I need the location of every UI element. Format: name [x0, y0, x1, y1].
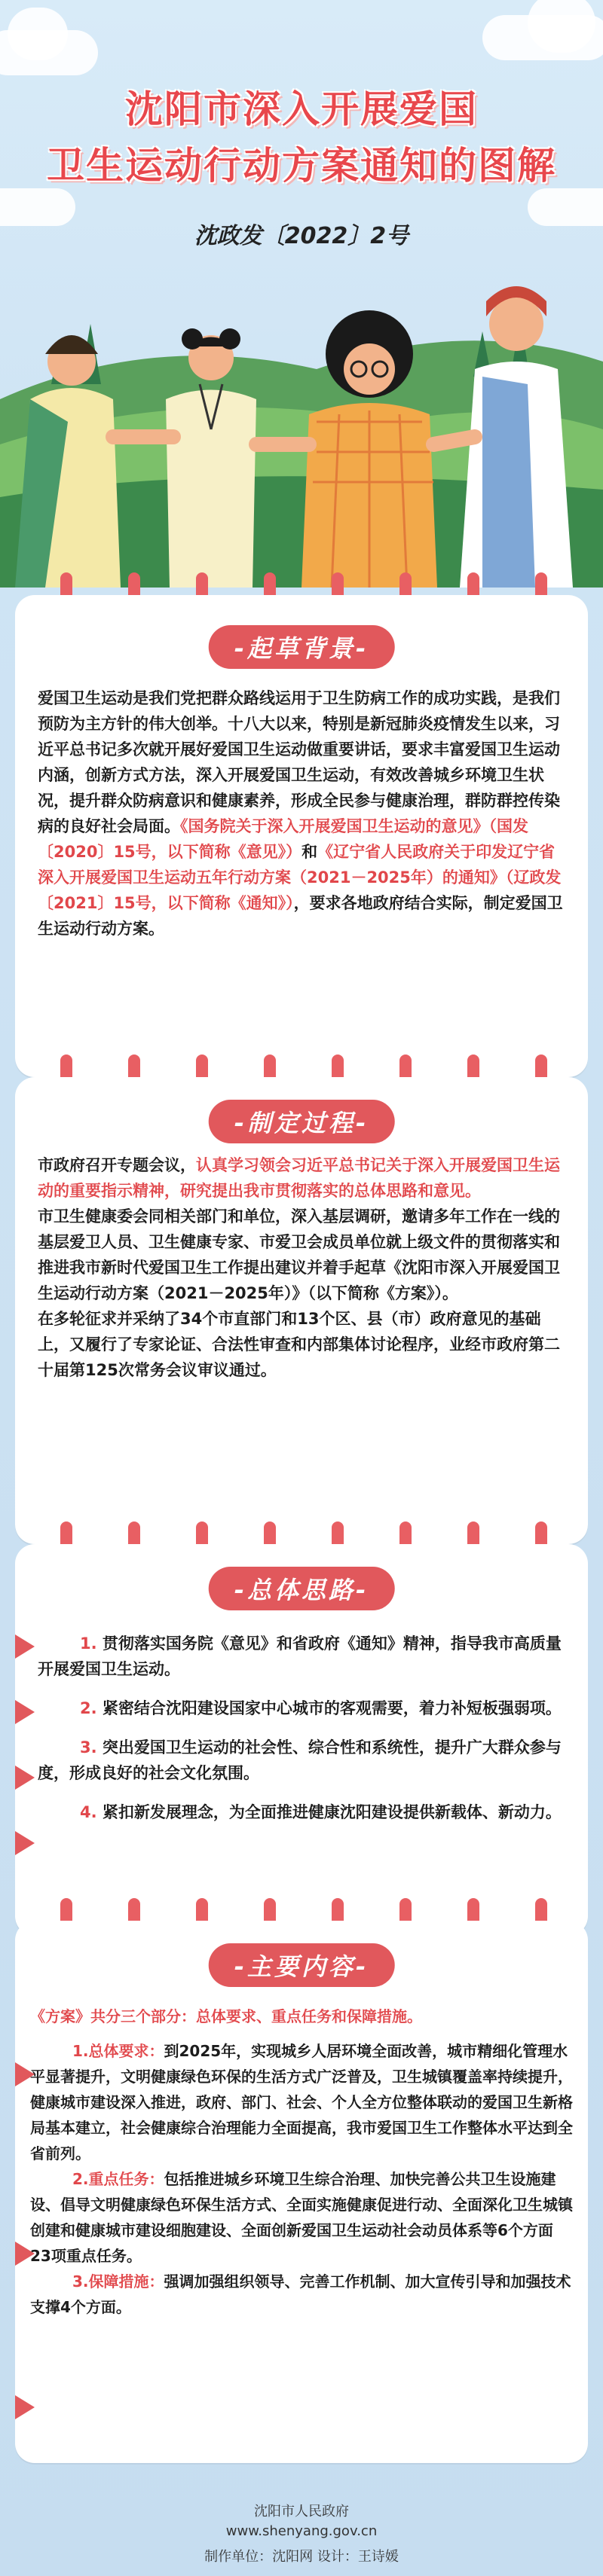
document-number: 沈政发〔2022〕2号 — [194, 223, 409, 249]
approach-item — [38, 1735, 565, 1786]
approach-list — [38, 1631, 565, 1825]
background-text — [38, 685, 565, 942]
cloud-decoration — [8, 8, 68, 60]
approach-item-text: 突出爱国卫生运动的社会性、综合性和系统性，提升广大群众参与度，形成良好的社会文化氛围。 — [38, 1738, 562, 1782]
footer-org: 沈阳市人民政府 — [254, 2504, 349, 2520]
approach-card — [15, 1544, 588, 1936]
background-text-and: 和 — [302, 843, 318, 861]
arrow-marker-icon — [15, 1634, 35, 1659]
arrow-marker-icon — [15, 2242, 35, 2266]
section-title-process: -制定过程- — [209, 1100, 395, 1143]
content-item — [30, 2269, 573, 2320]
approach-item — [38, 1799, 565, 1825]
content-item — [30, 2038, 573, 2166]
approach-item — [38, 1631, 565, 1682]
process-card — [15, 1077, 588, 1544]
content-item-text: 到2025年，实现城乡人居环境全面改善，城市精细化管理水平显著提升，文明健康绿色环保的生活方式广泛普及，卫生城镇覆盖率持续提升，健康城市建设深入推进，政府、部门、社会、个人全方位整体联动的爱国卫生新格局基本建立，社会健康综合治理能力全面提高，我市爱国卫生工作整体水平达到全省前列。 — [30, 2042, 573, 2162]
approach-item — [38, 1695, 565, 1721]
arrow-marker-icon — [15, 1700, 35, 1724]
title-line-1: 沈阳市深入开展爱国 — [125, 87, 478, 131]
approach-item-number: 1. — [80, 1634, 97, 1653]
cloud-decoration — [528, 0, 595, 53]
approach-item-number: 4. — [80, 1803, 97, 1821]
process-text-1a: 市政府召开专题会议， — [38, 1156, 196, 1174]
arrow-marker-icon — [15, 1766, 35, 1790]
process-text — [38, 1152, 565, 1383]
approach-item-text: 贯彻落实国务院《意见》和省政府《通知》精神，指导我市高质量开展爱国卫生运动。 — [38, 1634, 562, 1678]
section-title-background: -起草背景- — [209, 625, 395, 669]
background-text-2: ，要求各地政府结合实际，制定爱国卫生运动行动方案。 — [38, 894, 563, 938]
arrow-marker-icon — [15, 2062, 35, 2086]
background-ref-notice: 《辽宁省人民政府关于印发辽宁省深入开展爱国卫生运动五年行动方案（2021－2025年）的通知》（辽政发〔2021〕15号，以下简称《通知》） — [38, 843, 562, 912]
background-card — [15, 595, 588, 1077]
content-item-label: 1.总体要求： — [72, 2042, 164, 2060]
people-illustration — [0, 271, 603, 588]
process-text-2: 市卫生健康委会同相关部门和单位，深入基层调研，邀请多年工作在一线的基层爱卫人员、卫生健康专家、市爱卫会成员单位就上级文件的贯彻落实和推进我市新时代爱国卫生工作提出建议并着手起草《沈阳市深入开展爱国卫生运动行动方案（2021－2025年）》（以下简称《方案》）。 — [38, 1207, 560, 1302]
footer-credits: 制作单位：沈阳网 设计：王诗媛 — [204, 2549, 399, 2565]
approach-item-number: 2. — [80, 1699, 97, 1717]
content-intro: 《方案》共分三个部分：总体要求、重点任务和保障措施。 — [30, 2007, 422, 2025]
content-item-label: 3.保障措施： — [72, 2272, 164, 2291]
content-card — [15, 1921, 588, 2463]
section-title-approach: -总体思路- — [209, 1567, 395, 1610]
content-item — [30, 2166, 573, 2269]
footer-site: www.shenyang.gov.cn — [225, 2523, 378, 2539]
content-text — [30, 2004, 573, 2320]
section-title-content: -主要内容- — [209, 1943, 395, 1987]
arrow-marker-icon — [15, 2395, 35, 2419]
background-text-1: 爱国卫生运动是我们党把群众路线运用于卫生防病工作的成功实践，是我们预防为主方针的伟大创举。十八大以来，特别是新冠肺炎疫情发生以来，习近平总书记多次就开展好爱国卫生运动做重要讲话，要求丰富爱国卫生运动内涵，创新方式方法，深入开展爱国卫生运动，有效改善城乡环境卫生状况，提升群众防病意识和健康素养，形成全民参与健康治理，群防群控传染病的良好社会局面。 — [38, 689, 560, 835]
approach-item-text: 紧扣新发展理念，为全面推进健康沈阳建设提供新载体、新动力。 — [102, 1803, 562, 1821]
process-text-1b: 认真学习领会习近平总书记关于深入开展爱国卫生运动的重要指示精神，研究提出我市贯彻落实的总体思路和意见。 — [38, 1156, 560, 1200]
approach-item-text: 紧密结合沈阳建设国家中心城市的客观需要，着力补短板强弱项。 — [102, 1699, 562, 1717]
process-text-3: 在多轮征求并采纳了34个市直部门和13个区、县（市）政府意见的基础上，又履行了专家论证、合法性审查和内部集体讨论程序，业经市政府第二十届第125次常务会议审议通过。 — [38, 1310, 560, 1379]
content-item-text: 强调加强组织领导、完善工作机制、加大宣传引导和加强技术支撑4个方面。 — [30, 2272, 571, 2316]
content-item-label: 2.重点任务： — [72, 2170, 164, 2188]
title-line-2: 卫生运动行动方案通知的图解 — [47, 144, 556, 188]
content-item-text: 包括推进城乡环境卫生综合治理、加快完善公共卫生设施建设、倡导文明健康绿色环保生活方式、全面实施健康促进行动、全面深化卫生城镇创建和健康城市建设细胞建设、全面创新爱国卫生运动社会动员体系等6个方面23项重点任务。 — [30, 2170, 573, 2265]
arrow-marker-icon — [15, 1831, 35, 1855]
approach-item-number: 3. — [80, 1738, 97, 1757]
background-ref-opinion: 《国务院关于深入开展爱国卫生运动的意见》（国发〔2020〕15号，以下简称《意见》） — [38, 817, 528, 861]
